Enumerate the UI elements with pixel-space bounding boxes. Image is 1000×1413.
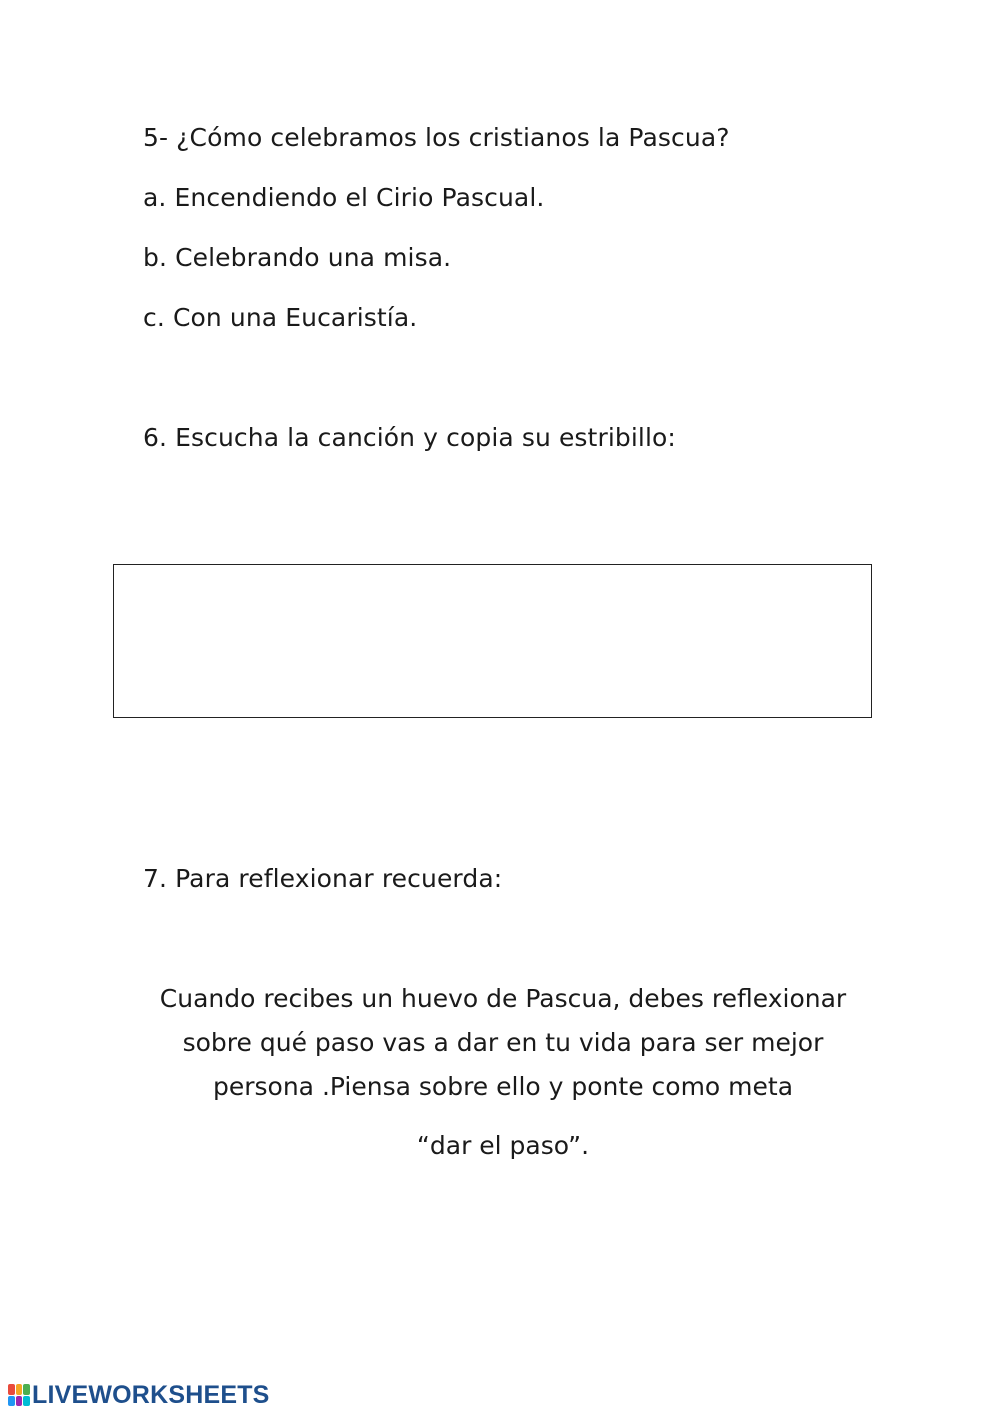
- reflection-line: Cuando recibes un huevo de Pascua, debes reflexionar: [159, 984, 847, 1013]
- question-5-option-a[interactable]: a. Encendiendo el Cirio Pascual.: [143, 183, 545, 212]
- question-6-prompt: 6. Escucha la canción y copia su estribillo:: [143, 423, 676, 452]
- question-5-option-c[interactable]: c. Con una Eucaristía.: [143, 303, 418, 332]
- question-7-prompt: 7. Para reflexionar recuerda:: [143, 864, 503, 893]
- brand-name: LIVEWORKSHEETS: [32, 1380, 270, 1409]
- logo-block: [8, 1396, 15, 1407]
- chorus-answer-box[interactable]: [113, 564, 872, 718]
- logo-block: [8, 1384, 15, 1395]
- liveworksheets-blocks-icon: [8, 1384, 30, 1406]
- reflection-text: [100, 977, 906, 1109]
- reflection-quote: “dar el paso”.: [416, 1131, 590, 1160]
- logo-block: [16, 1396, 23, 1407]
- liveworksheets-logo: [8, 1380, 270, 1410]
- reflection-line: sobre qué paso vas a dar en tu vida para ser mejor: [182, 1028, 824, 1057]
- reflection-line: persona .Piensa sobre ello y ponte como meta: [212, 1072, 794, 1101]
- logo-block: [23, 1396, 30, 1407]
- logo-block: [16, 1384, 23, 1395]
- logo-block: [23, 1384, 30, 1395]
- question-5-prompt: 5- ¿Cómo celebramos los cristianos la Pascua?: [143, 123, 730, 152]
- question-5-option-b[interactable]: b. Celebrando una misa.: [143, 243, 452, 272]
